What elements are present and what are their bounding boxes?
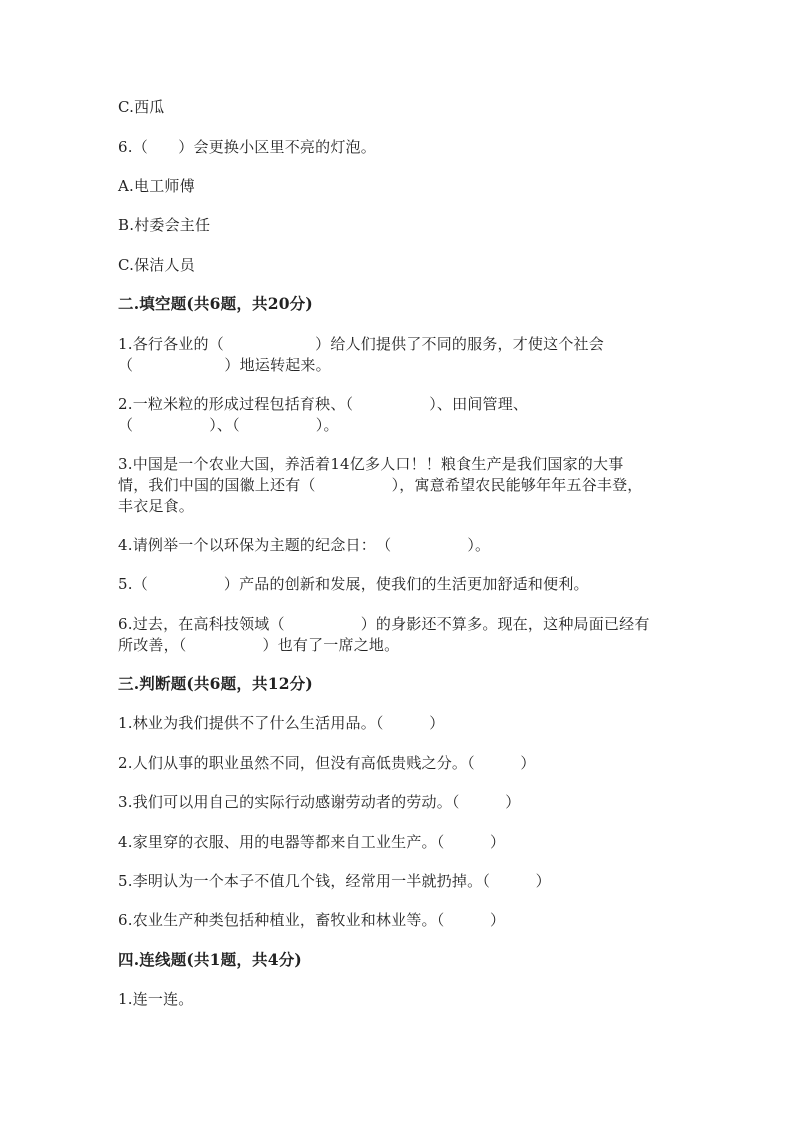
q6-option-c: C.保洁人员 (118, 256, 195, 274)
judge-q2: 2.人们从事的职业虽然不同，但没有高低贵贱之分。（ ） (118, 754, 536, 772)
judge-q1: 1.林业为我们提供不了什么生活用品。（ ） (118, 714, 445, 732)
fill-q1-line2: （ ）地运转起来。 (118, 356, 331, 374)
section4-heading: 四.连线题(共1题，共4分) (118, 950, 302, 969)
fill-q3-line2: 情，我们中国的国徽上还有（ ），寓意希望农民能够年年五谷丰登， (118, 476, 643, 494)
fill-q3-line1: 3.中国是一个农业大国，养活着14亿多人口！！粮食生产是我们国家的大事 (118, 455, 624, 473)
section3-heading: 三.判断题(共6题，共12分) (118, 674, 313, 693)
q6-option-b: B.村委会主任 (118, 216, 211, 234)
section2-heading: 二.填空题(共6题，共20分) (118, 294, 313, 313)
fill-q5: 5.（ ）产品的创新和发展，使我们的生活更加舒适和便利。 (118, 575, 589, 593)
fill-q3-line3: 丰衣足食。 (118, 497, 195, 515)
fill-q2-line2: （ ）、（ ）。 (118, 416, 339, 434)
fill-q6-line1: 6.过去，在高科技领域（ ）的身影还不算多。现在，这种局面已经有 (118, 615, 650, 633)
q6-option-a: A.电工师傅 (118, 177, 195, 195)
judge-q5: 5.李明认为一个本子不值几个钱，经常用一半就扔掉。（ ） (118, 872, 551, 890)
judge-q6: 6.农业生产种类包括种植业，畜牧业和林业等。（ ） (118, 911, 506, 929)
fill-q1-line1: 1.各行各业的（ ）给人们提供了不同的服务，才使这个社会 (118, 335, 604, 353)
q5-option-c: C.西瓜 (118, 98, 165, 116)
fill-q2-line1: 2.一粒米粒的形成过程包括育秧、（ ）、田间管理、 (118, 395, 529, 413)
judge-q4: 4.家里穿的衣服、用的电器等都来自工业生产。（ ） (118, 833, 506, 851)
q6-stem: 6.（ ）会更换小区里不亮的灯泡。 (118, 138, 376, 156)
match-q1: 1.连一连。 (118, 990, 194, 1008)
fill-q4: 4.请例举一个以环保为主题的纪念日： （ ）。 (118, 536, 491, 554)
fill-q6-line2: 所改善，（ ）也有了一席之地。 (118, 636, 400, 654)
judge-q3: 3.我们可以用自己的实际行动感谢劳动者的劳动。（ ） (118, 793, 521, 811)
